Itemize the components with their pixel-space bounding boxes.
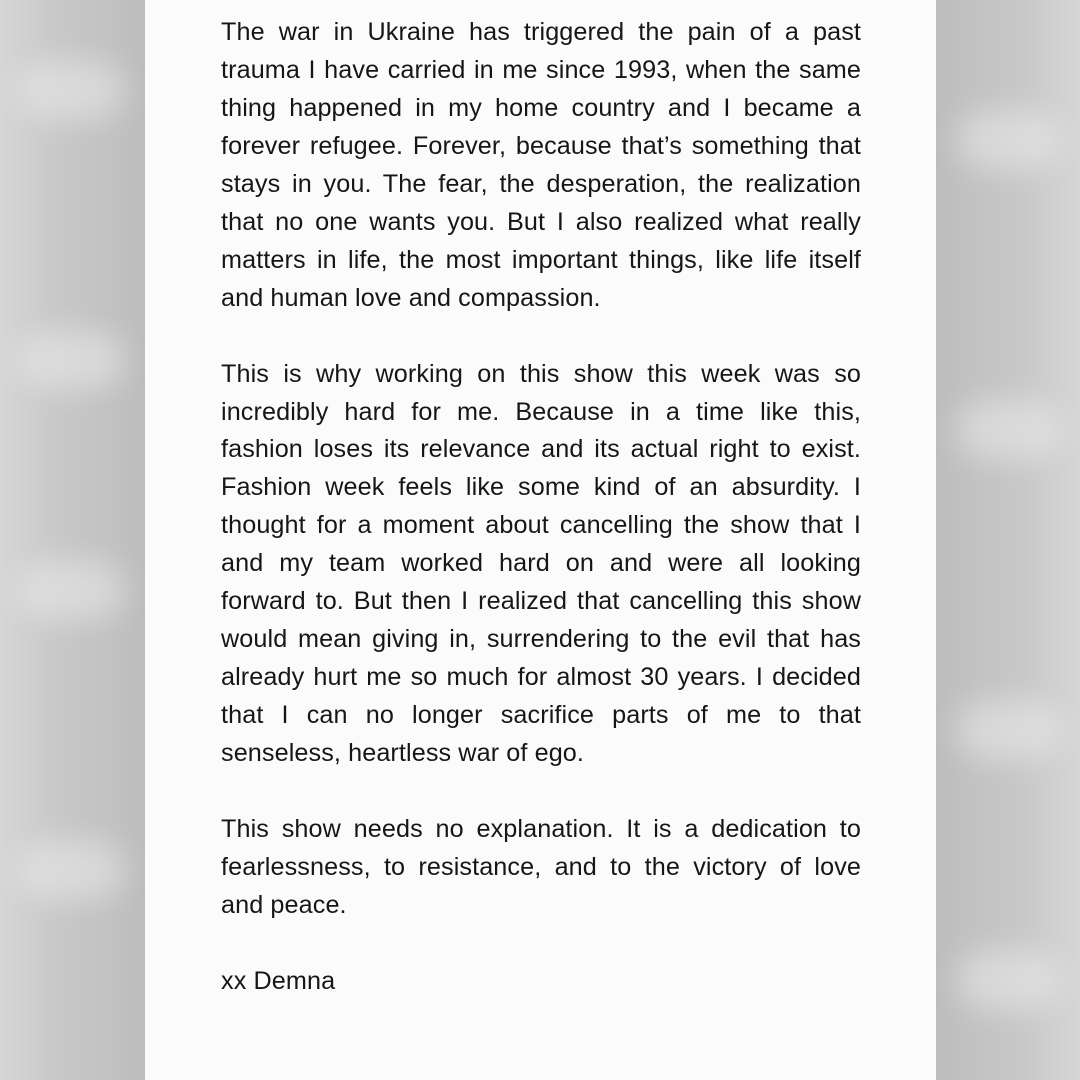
- blurred-left-margin: [0, 0, 145, 1080]
- blur-highlight: [956, 110, 1060, 170]
- blur-highlight: [20, 60, 125, 120]
- blur-highlight: [956, 700, 1060, 760]
- letter-body: [221, 14, 861, 1001]
- blur-highlight: [956, 950, 1060, 1010]
- blurred-right-margin: [936, 0, 1080, 1080]
- signature: xx Demna: [221, 966, 336, 995]
- blur-highlight: [956, 400, 1060, 460]
- paragraph-3: This show needs no explanation. It is a dedication to fearlessness, to resistance, and to the victory of love and peace.: [221, 814, 861, 919]
- paragraph-2: This is why working on this show this week was so incredibly hard for me. Because in a time like this, fashion loses its relevance and its actual right to exist. Fashion week feels like some kind of an absurdity. I thought for a moment about cancelling the show that I and my team worked hard on and were all looking forward to. But then I realized that cancelling this show would mean giving in, surrendering to the evil that has already hurt me so much for almost 30 years. I decided that I can no longer sacrifice parts of me to that senseless, heartless war of ego.: [221, 359, 861, 768]
- paragraph-1: The war in Ukraine has triggered the pain of a past trauma I have carried in me since 1993, when the same thing happened in my home country and I became a forever refugee. Forever, because that’s something that stays in you. The fear, the desperation, the realization that no one wants you. But I also realized what really matters in life, the most important things, like life itself and human love and compassion.: [221, 18, 861, 312]
- blur-highlight: [20, 330, 125, 390]
- blur-highlight: [20, 840, 125, 900]
- blur-highlight: [20, 560, 125, 620]
